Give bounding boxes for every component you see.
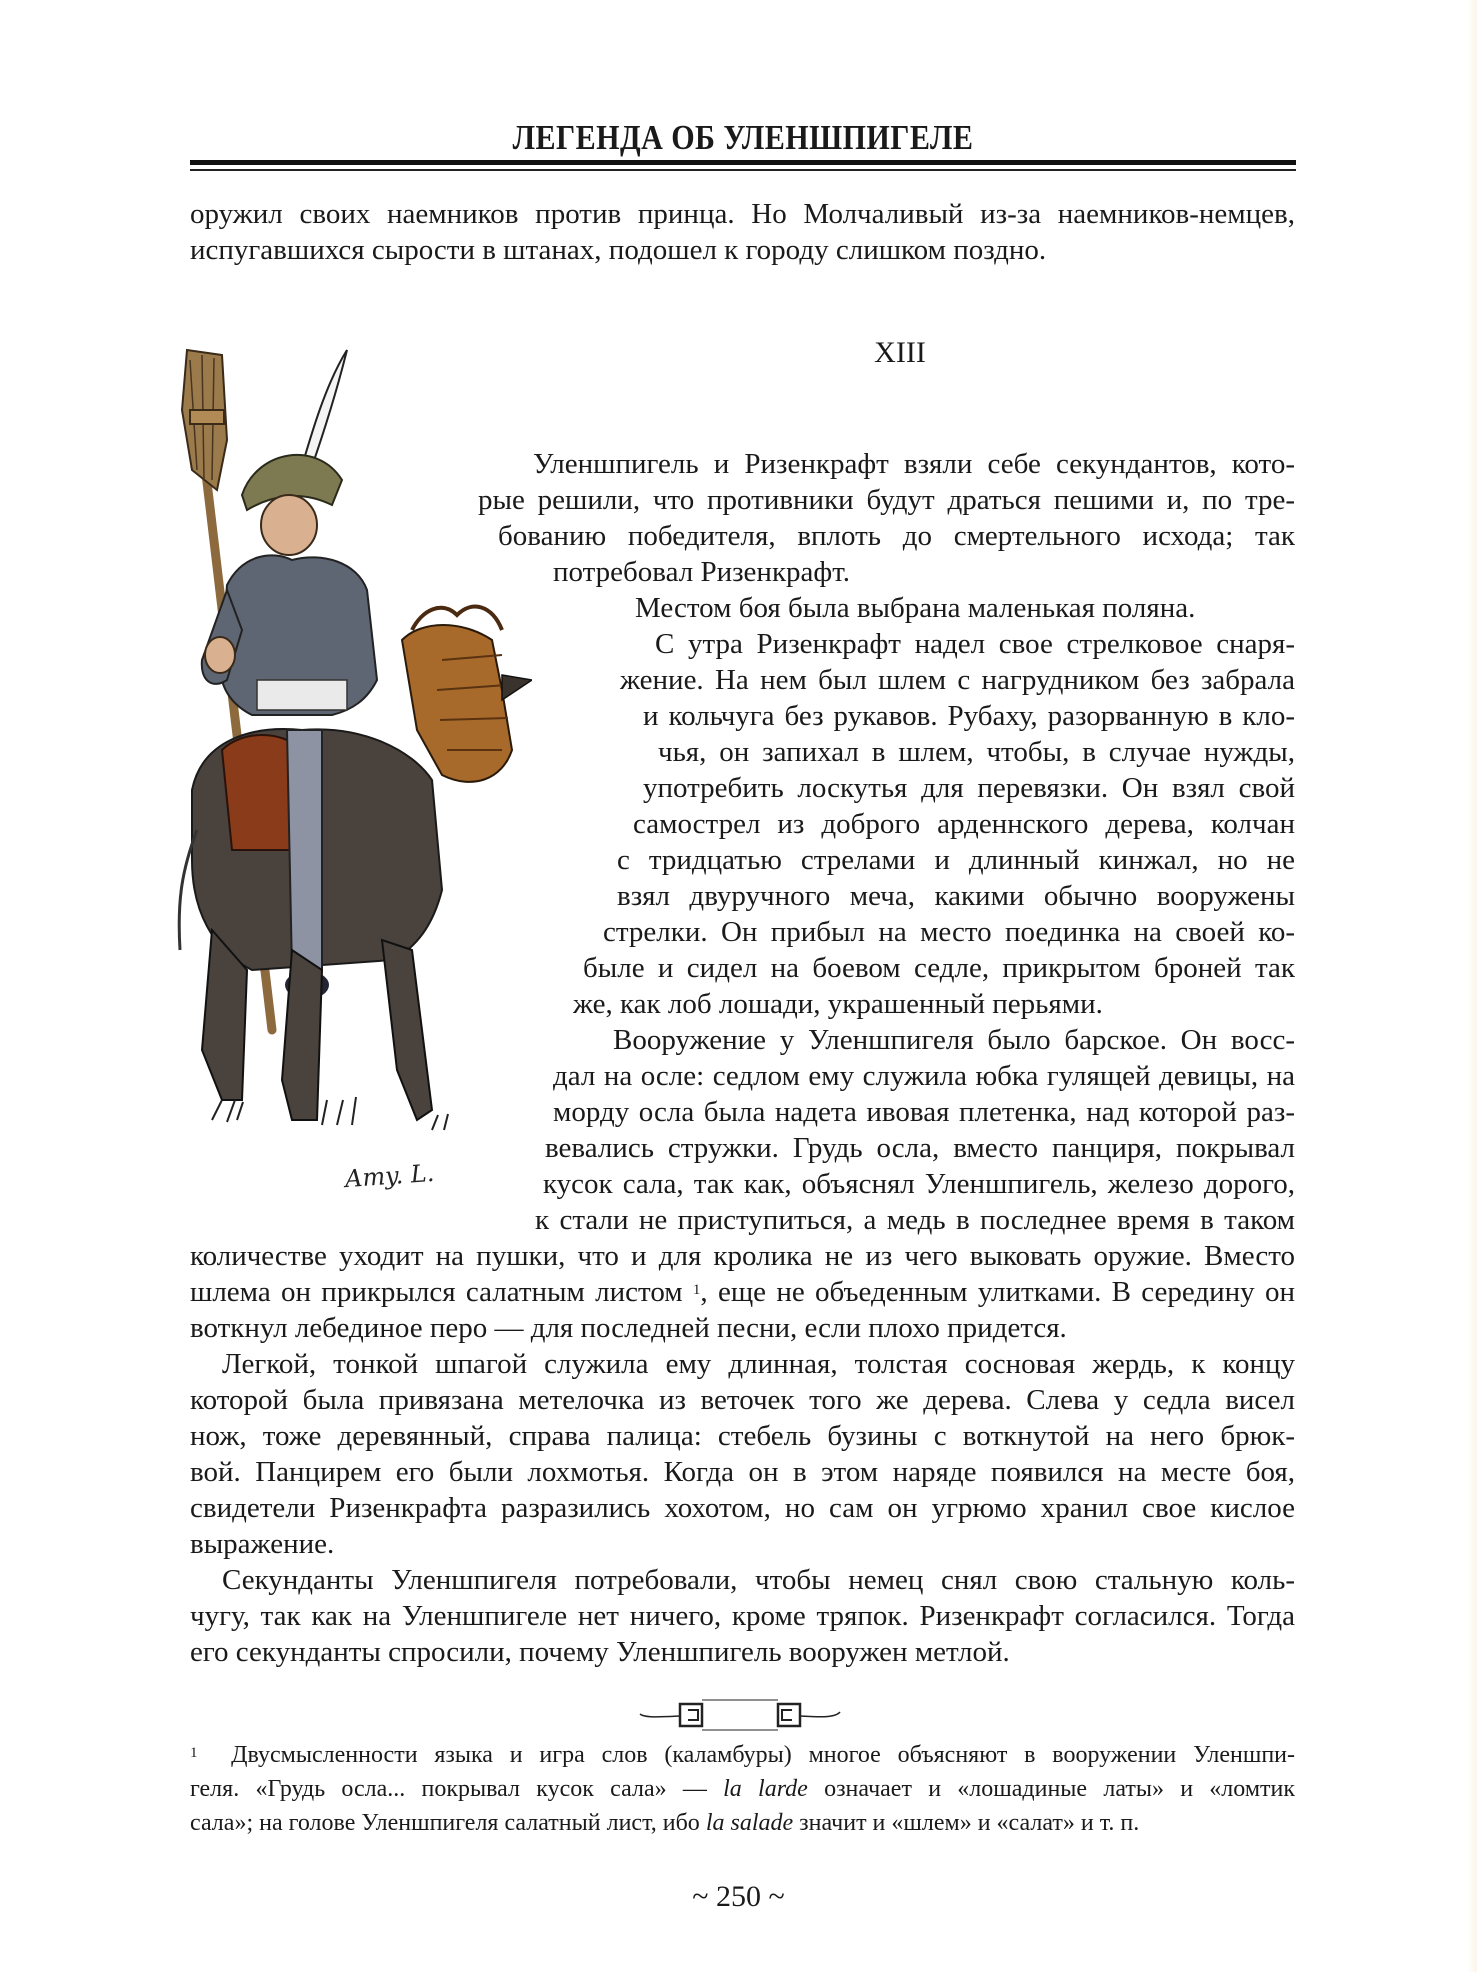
footnote-marker: 1: [190, 1745, 198, 1761]
text-line: взял двуручного меча, какими обычно вооружены: [617, 880, 1295, 912]
text-line: чья, он запихал в шлем, чтобы, в случае нужды,: [658, 736, 1295, 768]
text-line: вевались стружки. Грудь осла, вместо панциря, покрывал: [545, 1132, 1295, 1164]
header-rule-thick: [190, 160, 1296, 165]
text-line: испугавшихся сырости в штанах, подошел к городу слишком поздно.: [190, 234, 1047, 266]
text-line: Секунданты Уленшпигеля потребовали, чтобы немец снял свою стальную коль-: [222, 1564, 1295, 1596]
text-line: же, как лоб лошади, украшенный перьями.: [573, 988, 1103, 1020]
footnote-reference[interactable]: 1: [692, 1282, 701, 1298]
text-line: чугу, так как на Уленшпигеле нет ничего, кроме тряпок. Ризенкрафт согласился. Тогда: [190, 1600, 1295, 1632]
text-line: морду осла была надета ивовая плетенка, над которой раз-: [553, 1096, 1295, 1128]
footnote-line: [190, 1738, 1295, 1772]
text-line: [190, 1274, 1295, 1310]
chapter-number: XIII: [874, 336, 926, 369]
text-line: Вооружение у Уленшпигеля было барское. Он восс-: [613, 1024, 1295, 1056]
text-line: нож, тоже деревянный, справа палица: стебель бузины с воткнутой на него брюк-: [190, 1420, 1295, 1452]
illustration-rider-on-donkey: [172, 330, 532, 1160]
text-line: стрелки. Он прибыл на место поединка на своей ко-: [603, 916, 1295, 948]
text-line: бованию победителя, вплоть до смертельного исхода; так: [498, 520, 1295, 552]
footnote-text: означает и «лошадиные латы» и «ломтик: [807, 1776, 1296, 1802]
text-line: Легкой, тонкой шпагой служила ему длинная, толстая сосновая жердь, к концу: [222, 1348, 1295, 1380]
text-line: потребовал Ризенкрафт.: [553, 556, 850, 588]
footnote-text: сала»; на голове Уленшпигеля салатный лист, ибо: [190, 1810, 706, 1836]
text-line: и кольчуга без рукавов. Рубаху, разорванную в кло-: [643, 700, 1295, 732]
text-line: рые решили, что противники будут драться пешими и, по тре-: [478, 484, 1295, 516]
text-line: к стали не приступиться, а медь в последнее время в таком: [535, 1204, 1295, 1236]
text-line: жение. На нем был шлем с нагрудником без забрала: [620, 664, 1295, 696]
text-line: с тридцатью стрелами и длинный кинжал, но не: [617, 844, 1295, 876]
page-edge-shadow: [1467, 0, 1477, 1972]
footnote-text: геля. «Грудь осла... покрывал кусок сала» —: [190, 1776, 724, 1802]
footnote-italic-term: la salade: [705, 1810, 794, 1836]
text-line: употребить лоскутья для перевязки. Он взял свой: [643, 772, 1295, 804]
text-line: количестве уходит на пушки, что и для кролика не из чего выковать оружие. Вместо: [190, 1240, 1295, 1272]
section-ornament-icon: [630, 1692, 850, 1732]
footnote-line: [190, 1772, 1295, 1806]
footnote-italic-term: la larde: [723, 1776, 808, 1802]
footnote-text: Двусмысленности языка и игра слов (каламбуры) многое объясняют в вооружении Уленшпи-: [231, 1742, 1295, 1768]
text-line: самострел из доброго арденнского дерева, колчан: [633, 808, 1295, 840]
text-line: Местом боя была выбрана маленькая поляна.: [635, 592, 1196, 624]
text-line: кусок сала, так как, объяснял Уленшпигель, железо дорого,: [543, 1168, 1295, 1200]
text-line: дал на осле: седлом ему служила юбка гулящей девицы, на: [553, 1060, 1295, 1092]
running-head: ЛЕГЕНДА ОБ УЛЕНШПИГЕЛЕ: [512, 118, 974, 157]
face: [261, 495, 317, 555]
page-number: ~ 250 ~: [692, 1880, 785, 1913]
text-line: быле и сидел на боевом седле, прикрытом броней так: [583, 952, 1295, 984]
text-line: свидетели Ризенкрафта разразились хохотом, но сам он угрюмо хранил свое кислое: [190, 1492, 1295, 1524]
footnote-line: [190, 1806, 1295, 1840]
text-line: Уленшпигель и Ризенкрафт взяли себе секундантов, кото-: [533, 448, 1295, 480]
text-fragment: шлема он прикрылся салатным листом: [190, 1276, 683, 1308]
artist-signature: Amy. L.: [344, 1158, 436, 1194]
text-line: воткнул лебединое перо — для последней песни, если плохо придется.: [190, 1312, 1067, 1344]
muzzle-basket: [402, 625, 512, 782]
text-line: его секунданты спросили, почему Уленшпигель вооружен метлой.: [190, 1636, 1010, 1668]
header-rule-thin: [190, 169, 1296, 171]
footnote-text: значит и «шлем» и «салат» и т. п.: [793, 1810, 1140, 1836]
text-line: С утра Ризенкрафт надел свое стрелковое снаря-: [655, 628, 1295, 660]
text-line: выражение.: [190, 1528, 335, 1560]
text-line: вой. Панцирем его были лохмотья. Когда он в этом наряде появился на месте боя,: [190, 1456, 1295, 1488]
text-fragment: , еще не объеденным улитками. В середину он: [700, 1276, 1295, 1308]
hand: [205, 637, 235, 673]
text-line: оружил своих наемников против принца. Но Молчаливый из-за наемников-немцев,: [190, 198, 1295, 230]
text-line: которой была привязана метелочка из веточек того же дерева. Слева у седла висел: [190, 1384, 1295, 1416]
